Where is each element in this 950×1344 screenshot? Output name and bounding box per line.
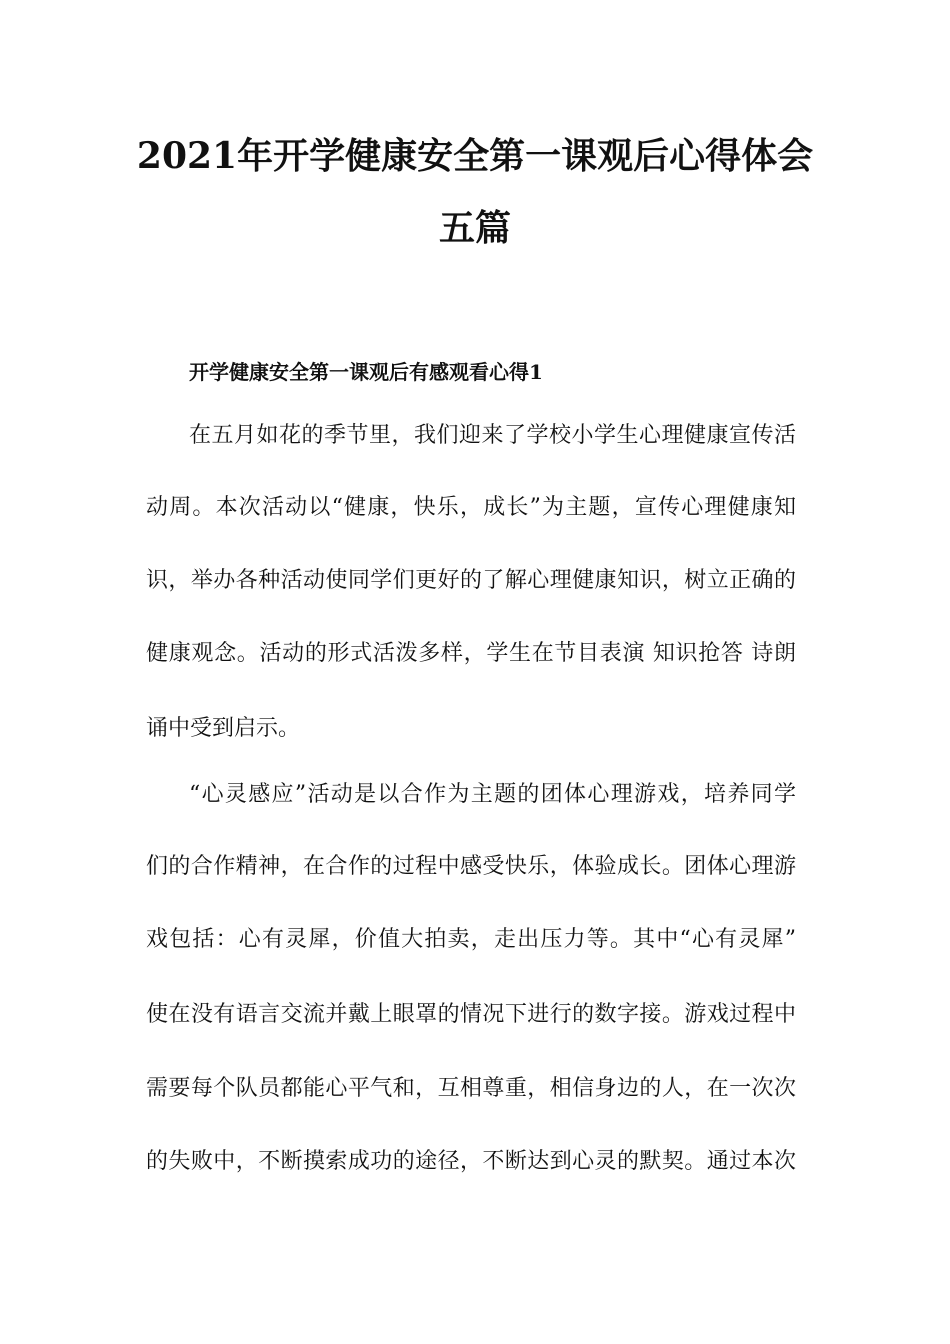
document-title-line-1: 2021年开学健康安全第一课观后心得体会 [136,135,814,177]
section-heading: 开学健康安全第一课观后有感观看心得1 [189,360,543,384]
paragraph-line: 戏包括：心有灵犀，价值大拍卖，走出压力等。其中“心有灵犀” [146,927,796,952]
document-title-line-2: 五篇 [438,207,511,249]
paragraph-line: “心灵感应”活动是以合作为主题的团体心理游戏，培养同学 [189,782,796,807]
paragraph-line: 动周。本次活动以“健康，快乐，成长”为主题，宣传心理健康知 [146,495,796,520]
paragraph-line: 诵中受到启示。 [146,716,301,741]
paragraph-line: 使在没有语言交流并戴上眼罩的情况下进行的数字接。游戏过程中 [146,1002,796,1027]
paragraph-line: 识，举办各种活动使同学们更好的了解心理健康知识，树立正确的 [146,568,796,593]
paragraph-line: 需要每个队员都能心平气和，互相尊重，相信身边的人，在一次次 [146,1076,796,1101]
paragraph-line: 们的合作精神，在合作的过程中感受快乐，体验成长。团体心理游 [146,854,796,879]
paragraph-line: 健康观念。活动的形式活泼多样，学生在节目表演 知识抢答 诗朗 [146,641,796,666]
paragraph-line: 的失败中，不断摸索成功的途径，不断达到心灵的默契。通过本次 [146,1149,796,1174]
paragraph-line: 在五月如花的季节里，我们迎来了学校小学生心理健康宣传活 [189,423,796,448]
